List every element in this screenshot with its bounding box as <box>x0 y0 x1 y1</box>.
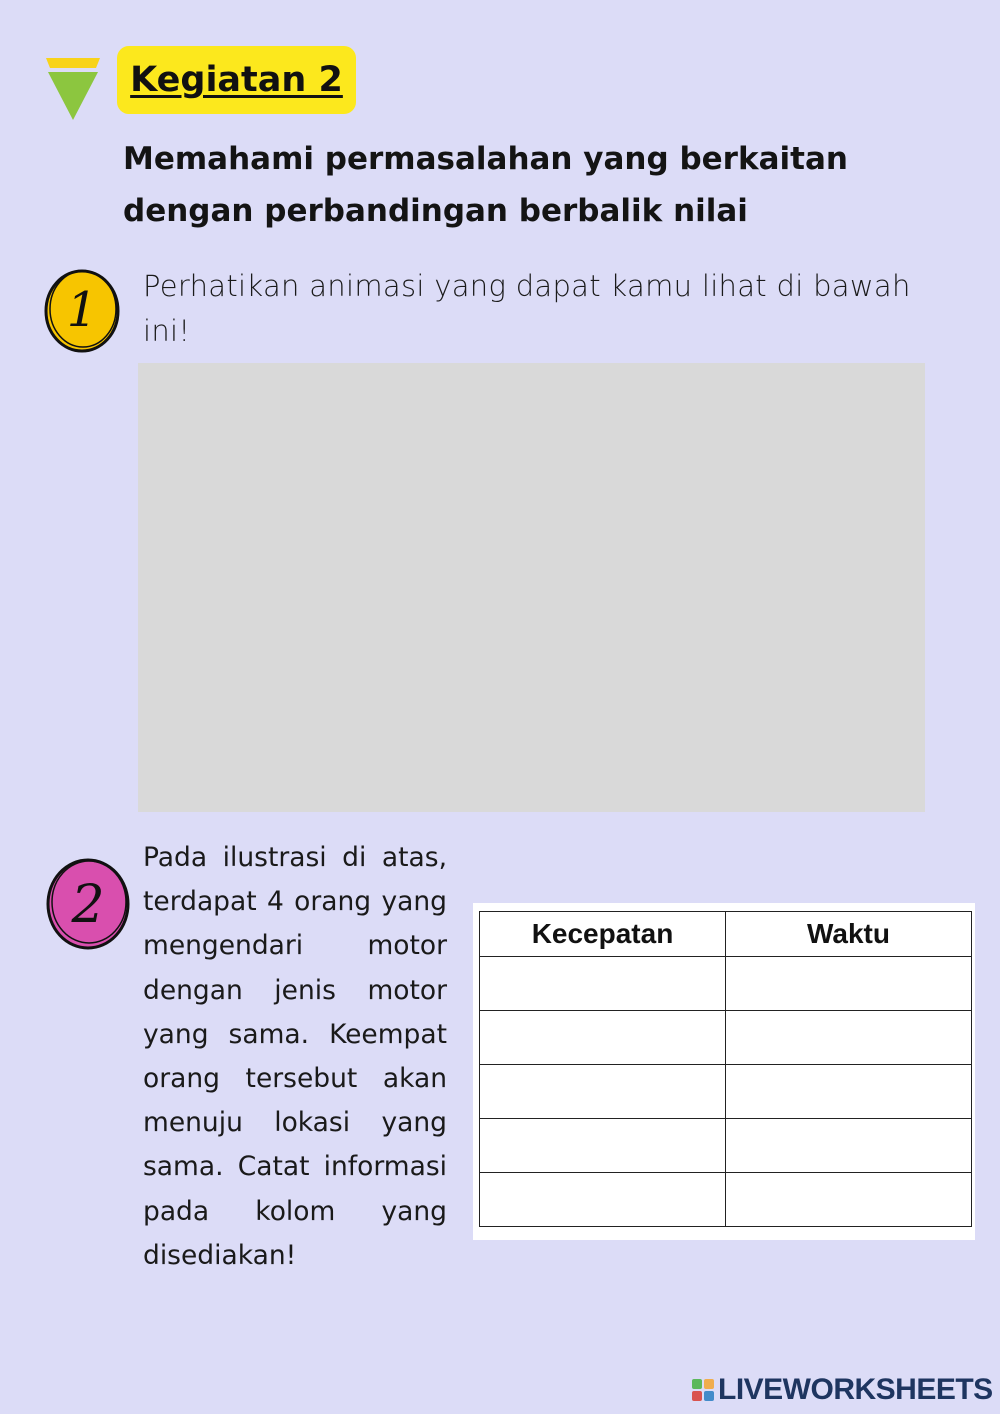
waktu-cell[interactable] <box>726 1119 972 1173</box>
kecepatan-cell[interactable] <box>480 1119 726 1173</box>
kecepatan-cell[interactable] <box>480 1065 726 1119</box>
step-1-badge-icon <box>42 264 122 356</box>
table-row <box>480 957 972 1011</box>
table-row <box>480 1065 972 1119</box>
waktu-cell[interactable] <box>726 1173 972 1227</box>
activity-title: Kegiatan 2 <box>130 60 343 100</box>
header-kecepatan: Kecepatan <box>480 912 726 957</box>
table-header-row <box>480 912 972 957</box>
activity-title-pill <box>117 46 356 114</box>
animation-placeholder[interactable] <box>138 363 925 812</box>
triangle-marker-icon <box>46 58 100 122</box>
table-row <box>480 1173 972 1227</box>
step-2-number: 2 <box>71 875 105 935</box>
waktu-cell[interactable] <box>726 1011 972 1065</box>
subtitle-line-1: Memahami permasalahan yang berkaitan <box>123 141 848 177</box>
liveworksheets-logo-text: LIVEWORKSHEETS <box>718 1373 993 1406</box>
table-row <box>480 1011 972 1065</box>
kecepatan-cell[interactable] <box>480 1011 726 1065</box>
liveworksheets-logo <box>692 1374 993 1406</box>
liveworksheets-logo-icon <box>692 1379 714 1401</box>
waktu-cell[interactable] <box>726 957 972 1011</box>
table-row <box>480 1119 972 1173</box>
waktu-cell[interactable] <box>726 1065 972 1119</box>
kecepatan-cell[interactable] <box>480 1173 726 1227</box>
instruction-2-text: Pada ilustrasi di atas, terdapat 4 orang yang mengendari motor dengan jenis motor yang sama. Keempat orang tersebut akan menuju lokasi yang sama. Catat informasi pada kolom yang disediakan! <box>143 842 447 1271</box>
instruction-1-text: Perhatikan animasi yang dapat kamu lihat di bawah ini! <box>143 269 911 348</box>
step-2-badge-icon <box>44 856 132 952</box>
activity-subtitle <box>123 133 923 237</box>
answer-table <box>479 911 972 1227</box>
answer-table-container <box>473 903 975 1240</box>
step-1-number: 1 <box>66 282 98 338</box>
kecepatan-cell[interactable] <box>480 957 726 1011</box>
subtitle-line-2: dengan perbandingan berbalik nilai <box>123 193 748 229</box>
header-waktu: Waktu <box>726 912 972 957</box>
